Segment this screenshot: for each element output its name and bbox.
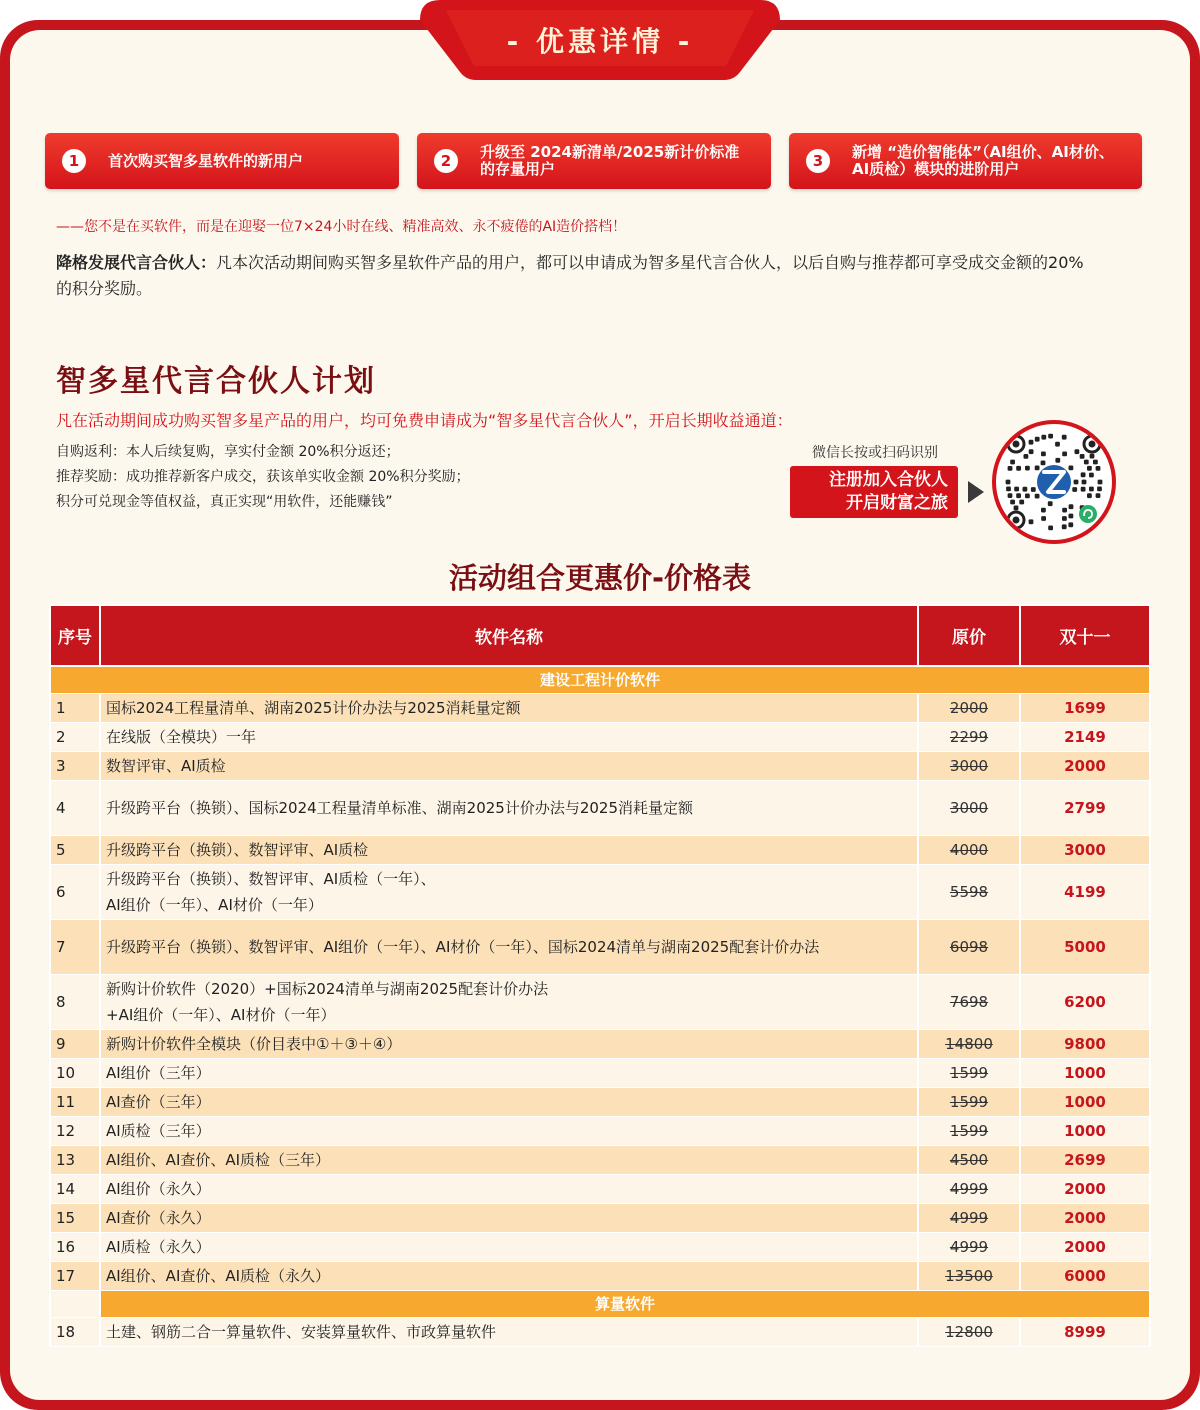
table-row xyxy=(50,1059,1150,1088)
qr-dot xyxy=(1025,494,1030,499)
row-original-price: 1599 xyxy=(918,1059,1020,1088)
table-row xyxy=(50,752,1150,781)
qr-dot xyxy=(1096,493,1101,498)
row-no: 18 xyxy=(50,1318,100,1347)
row-sale-price: 3000 xyxy=(1020,836,1150,865)
table-row xyxy=(50,1030,1150,1059)
qr-dot xyxy=(1089,487,1094,492)
qr-dot xyxy=(1024,454,1029,459)
row-sale-price: 6000 xyxy=(1020,1262,1150,1291)
row-original-price: 4000 xyxy=(918,836,1020,865)
table-row xyxy=(50,1146,1150,1175)
plan-title: 智多星代言合伙人计划 xyxy=(56,364,376,399)
qr-dot xyxy=(1014,487,1019,492)
qr-dot xyxy=(1029,449,1034,454)
qr-dot xyxy=(1010,500,1015,505)
row-original-price: 3000 xyxy=(918,781,1020,836)
col-header-name: 软件名称 xyxy=(100,605,918,666)
row-original-price: 3000 xyxy=(918,752,1020,781)
qr-dot xyxy=(1082,480,1087,485)
category-spacer xyxy=(50,1291,100,1318)
row-no: 8 xyxy=(50,975,100,1030)
qr-dot xyxy=(1081,472,1086,477)
row-name: AI质检（三年） xyxy=(100,1117,918,1146)
table-row xyxy=(50,865,1150,920)
audience-text: 升级至 2024新清单/2025新计价标准 的存量用户 xyxy=(480,143,740,178)
row-original-price: 4999 xyxy=(918,1233,1020,1262)
qr-dot xyxy=(1089,473,1094,478)
row-name-line: AI组价（一年）、AI材价（一年） xyxy=(106,896,323,914)
row-sale-price: 1699 xyxy=(1020,694,1150,723)
row-name: AI组价、AI查价、AI质检（永久） xyxy=(100,1262,918,1291)
row-name: AI组价、AI查价、AI质检（三年） xyxy=(100,1146,918,1175)
row-name-line: 新购计价软件（2020）+国标2024清单与湖南2025配套计价办法 xyxy=(106,980,549,998)
qr-dot xyxy=(1006,487,1011,492)
qr-dot xyxy=(1055,458,1060,463)
col-header-no: 序号 xyxy=(50,605,100,666)
row-original-price: 12800 xyxy=(918,1318,1020,1347)
row-original-price: 7698 xyxy=(918,975,1020,1030)
qr-dot xyxy=(1096,466,1101,471)
qr-dot xyxy=(1069,514,1074,519)
qr-dot xyxy=(1031,487,1036,492)
qr-finder-dot xyxy=(1013,441,1020,448)
row-original-price: 14800 xyxy=(918,1030,1020,1059)
category-label: 算量软件 xyxy=(100,1291,1150,1318)
price-table-title: 活动组合更惠价-价格表 xyxy=(448,561,752,595)
header-tab xyxy=(420,0,780,80)
row-no: 13 xyxy=(50,1146,100,1175)
benefit-item: 自购返利：本人后续复购，享实付金额 20%积分返还； xyxy=(56,444,400,460)
row-original-price: 2000 xyxy=(918,694,1020,723)
qr-dot xyxy=(1062,516,1067,521)
qr-dot xyxy=(1080,454,1085,459)
row-no: 1 xyxy=(50,694,100,723)
row-name-line: +AI组价（一年）、AI材价（一年） xyxy=(106,1006,336,1024)
table-row xyxy=(50,836,1150,865)
qr-dot xyxy=(1062,508,1067,513)
table-row xyxy=(50,1117,1150,1146)
category-label: 建设工程计价软件 xyxy=(50,666,1150,694)
row-original-price: 5598 xyxy=(918,865,1020,920)
row-sale-price: 2799 xyxy=(1020,781,1150,836)
qr-dot xyxy=(1084,460,1089,465)
qr-dot xyxy=(1019,500,1024,505)
row-sale-price: 1000 xyxy=(1020,1088,1150,1117)
qr-dot xyxy=(1016,466,1021,471)
table-row xyxy=(50,1318,1150,1347)
row-sale-price: 2699 xyxy=(1020,1146,1150,1175)
qr-dot xyxy=(1035,437,1040,442)
qr-dot xyxy=(1041,435,1046,440)
row-name: 在线版（全模块）一年 xyxy=(100,723,918,752)
row-name xyxy=(100,975,918,1030)
row-no: 14 xyxy=(50,1175,100,1204)
row-name-line: 升级跨平台（换锁）、数智评审、AI质检（一年）、 xyxy=(106,870,436,888)
qr-dot xyxy=(1041,461,1046,466)
qr-dot xyxy=(1098,480,1103,485)
rule-label: 降格发展代言合伙人： xyxy=(56,253,217,272)
qr-dot xyxy=(1041,508,1046,513)
table-row xyxy=(50,1262,1150,1291)
qr-finder-dot xyxy=(1089,441,1096,448)
arrow-right-icon xyxy=(968,481,984,503)
qr-dot xyxy=(1025,466,1030,471)
table-row xyxy=(50,920,1150,975)
register-partner-button[interactable] xyxy=(790,466,958,518)
qr-dot xyxy=(1014,506,1019,511)
qr-dot xyxy=(1035,494,1040,499)
row-no: 10 xyxy=(50,1059,100,1088)
qr-finder-dot xyxy=(1013,517,1020,524)
row-sale-price: 9800 xyxy=(1020,1030,1150,1059)
register-line-1: 注册加入合伙人 xyxy=(829,470,948,490)
qr-dot xyxy=(1069,466,1074,471)
row-name: 升级跨平台（换锁）、数智评审、AI质检 xyxy=(100,836,918,865)
row-original-price: 2299 xyxy=(918,723,1020,752)
row-sale-price: 4199 xyxy=(1020,865,1150,920)
row-sale-price: 2000 xyxy=(1020,1175,1150,1204)
row-sale-price: 8999 xyxy=(1020,1318,1150,1347)
qr-hint: 微信长按或扫码识别 xyxy=(812,445,938,461)
qr-dot xyxy=(1041,516,1046,521)
row-sale-price: 5000 xyxy=(1020,920,1150,975)
audience-text: 首次购买智多星软件的新用户 xyxy=(108,151,304,170)
audience-card-3 xyxy=(789,133,1142,189)
table-row xyxy=(50,975,1150,1030)
category-row xyxy=(50,1291,1150,1318)
number-badge: 1 xyxy=(62,149,86,173)
row-sale-price: 1000 xyxy=(1020,1059,1150,1088)
row-name: AI质检（永久） xyxy=(100,1233,918,1262)
qr-dot xyxy=(1068,522,1073,527)
table-row xyxy=(50,723,1150,752)
row-original-price: 4500 xyxy=(918,1146,1020,1175)
qr-pattern-icon xyxy=(996,424,1112,540)
qr-dot xyxy=(1072,487,1077,492)
row-original-price: 4999 xyxy=(918,1175,1020,1204)
row-no: 3 xyxy=(50,752,100,781)
qr-dot xyxy=(1087,493,1092,498)
row-name: AI组价（永久） xyxy=(100,1175,918,1204)
number-badge: 2 xyxy=(434,149,458,173)
row-name: AI查价（三年） xyxy=(100,1088,918,1117)
qr-dot xyxy=(1075,449,1080,454)
row-sale-price: 2149 xyxy=(1020,723,1150,752)
row-no: 6 xyxy=(50,865,100,920)
qr-dot xyxy=(1090,454,1095,459)
qr-dot xyxy=(1062,524,1067,529)
plan-benefit-list xyxy=(56,440,470,515)
qr-dot xyxy=(1074,480,1079,485)
register-line-2: 开启财富之旅 xyxy=(846,493,948,513)
section-title: - 优惠详情 - xyxy=(506,25,694,58)
qr-dot xyxy=(1087,466,1092,471)
audience-text: 新增 “造价智能体”（AI组价、AI材价、AI质检）模块的进阶用户 xyxy=(852,143,1114,178)
row-sale-price: 6200 xyxy=(1020,975,1150,1030)
row-no: 2 xyxy=(50,723,100,752)
row-name: 数智评审、AI质检 xyxy=(100,752,918,781)
row-name: 土建、钢筋二合一算量软件、安装算量软件、市政算量软件 xyxy=(100,1318,918,1347)
table-row xyxy=(50,1088,1150,1117)
audience-card-2 xyxy=(417,133,771,189)
qr-dot xyxy=(1016,493,1021,498)
plan-intro: 凡在活动期间成功购买智多星产品的用户，均可免费申请成为“智多星代言合伙人”，开启长期收益通道： xyxy=(56,411,793,430)
row-name: 国标2024工程量清单、湖南2025计价办法与2025消耗量定额 xyxy=(100,694,918,723)
col-header-original-price: 原价 xyxy=(918,605,1020,666)
qr-dot xyxy=(1023,487,1028,492)
category-row xyxy=(50,666,1150,694)
qr-dot xyxy=(1062,435,1067,440)
row-original-price: 4999 xyxy=(918,1204,1020,1233)
col-header-sale-price: 双十一 xyxy=(1020,605,1150,666)
number-badge: 3 xyxy=(806,149,830,173)
partner-rule xyxy=(56,250,1096,302)
qr-dot xyxy=(1035,466,1040,471)
qr-dot xyxy=(1081,487,1086,492)
row-name: AI组价（三年） xyxy=(100,1059,918,1088)
row-no: 15 xyxy=(50,1204,100,1233)
row-name xyxy=(100,865,918,920)
qr-dot xyxy=(1097,487,1102,492)
qr-dot xyxy=(1008,493,1013,498)
qr-dot xyxy=(1029,519,1034,524)
table-row xyxy=(50,1204,1150,1233)
qr-dot xyxy=(1069,504,1074,509)
tagline: ——您不是在买软件，而是在迎娶一位7×24小时在线、精准高效、永不疲倦的AI造价搭档！ xyxy=(56,219,627,235)
row-no: 12 xyxy=(50,1117,100,1146)
qr-dot xyxy=(1093,460,1098,465)
row-no: 11 xyxy=(50,1088,100,1117)
table-row xyxy=(50,694,1150,723)
row-name: 升级跨平台（换锁）、数智评审、AI组价（一年）、AI材价（一年）、国标2024清单与湖南2025配套计价办法 xyxy=(100,920,918,975)
row-sale-price: 2000 xyxy=(1020,1204,1150,1233)
qr-dot xyxy=(1006,480,1011,485)
row-name: AI查价（永久） xyxy=(100,1204,918,1233)
row-no: 9 xyxy=(50,1030,100,1059)
row-name: 新购计价软件全模块（价目表中①＋③＋④） xyxy=(100,1030,918,1059)
qr-dot xyxy=(1048,526,1053,531)
mini-program-icon xyxy=(1079,505,1097,523)
table-header-row xyxy=(50,605,1150,666)
qr-dot xyxy=(1048,434,1053,439)
table-row xyxy=(50,1175,1150,1204)
row-sale-price: 2000 xyxy=(1020,752,1150,781)
row-no: 4 xyxy=(50,781,100,836)
qr-dot xyxy=(1055,442,1060,447)
benefit-item: 推荐奖励：成功推荐新客户成交，获该单实收金额 20%积分奖励； xyxy=(56,469,470,485)
qr-dot xyxy=(1041,452,1046,457)
rule-text: 凡本次活动期间购买智多星软件产品的用户，都可以申请成为智多星代言合伙人，以后自购与推荐都可享受成交金额的20%的积分奖励。 xyxy=(56,253,1084,298)
qr-dot xyxy=(1008,466,1013,471)
row-original-price: 6098 xyxy=(918,920,1020,975)
table-row xyxy=(50,1233,1150,1262)
benefit-item: 积分可兑现金等值权益，真正实现“用软件，还能赚钱” xyxy=(56,494,393,510)
row-name: 升级跨平台（换锁）、国标2024工程量清单标准、湖南2025计价办法与2025消耗量定额 xyxy=(100,781,918,836)
row-no: 7 xyxy=(50,920,100,975)
row-original-price: 1599 xyxy=(918,1088,1020,1117)
qr-dot xyxy=(1062,452,1067,457)
mini-program-qr-code[interactable] xyxy=(992,420,1116,544)
qr-dot xyxy=(1029,440,1034,445)
row-original-price: 1599 xyxy=(918,1117,1020,1146)
row-sale-price: 1000 xyxy=(1020,1117,1150,1146)
row-no: 5 xyxy=(50,836,100,865)
row-original-price: 13500 xyxy=(918,1262,1020,1291)
row-sale-price: 2000 xyxy=(1020,1233,1150,1262)
row-no: 16 xyxy=(50,1233,100,1262)
qr-dot xyxy=(1010,460,1015,465)
qr-dot xyxy=(1048,501,1053,506)
audience-card-1 xyxy=(45,133,399,189)
price-table xyxy=(49,604,1151,1347)
table-row xyxy=(50,781,1150,836)
row-no: 17 xyxy=(50,1262,100,1291)
